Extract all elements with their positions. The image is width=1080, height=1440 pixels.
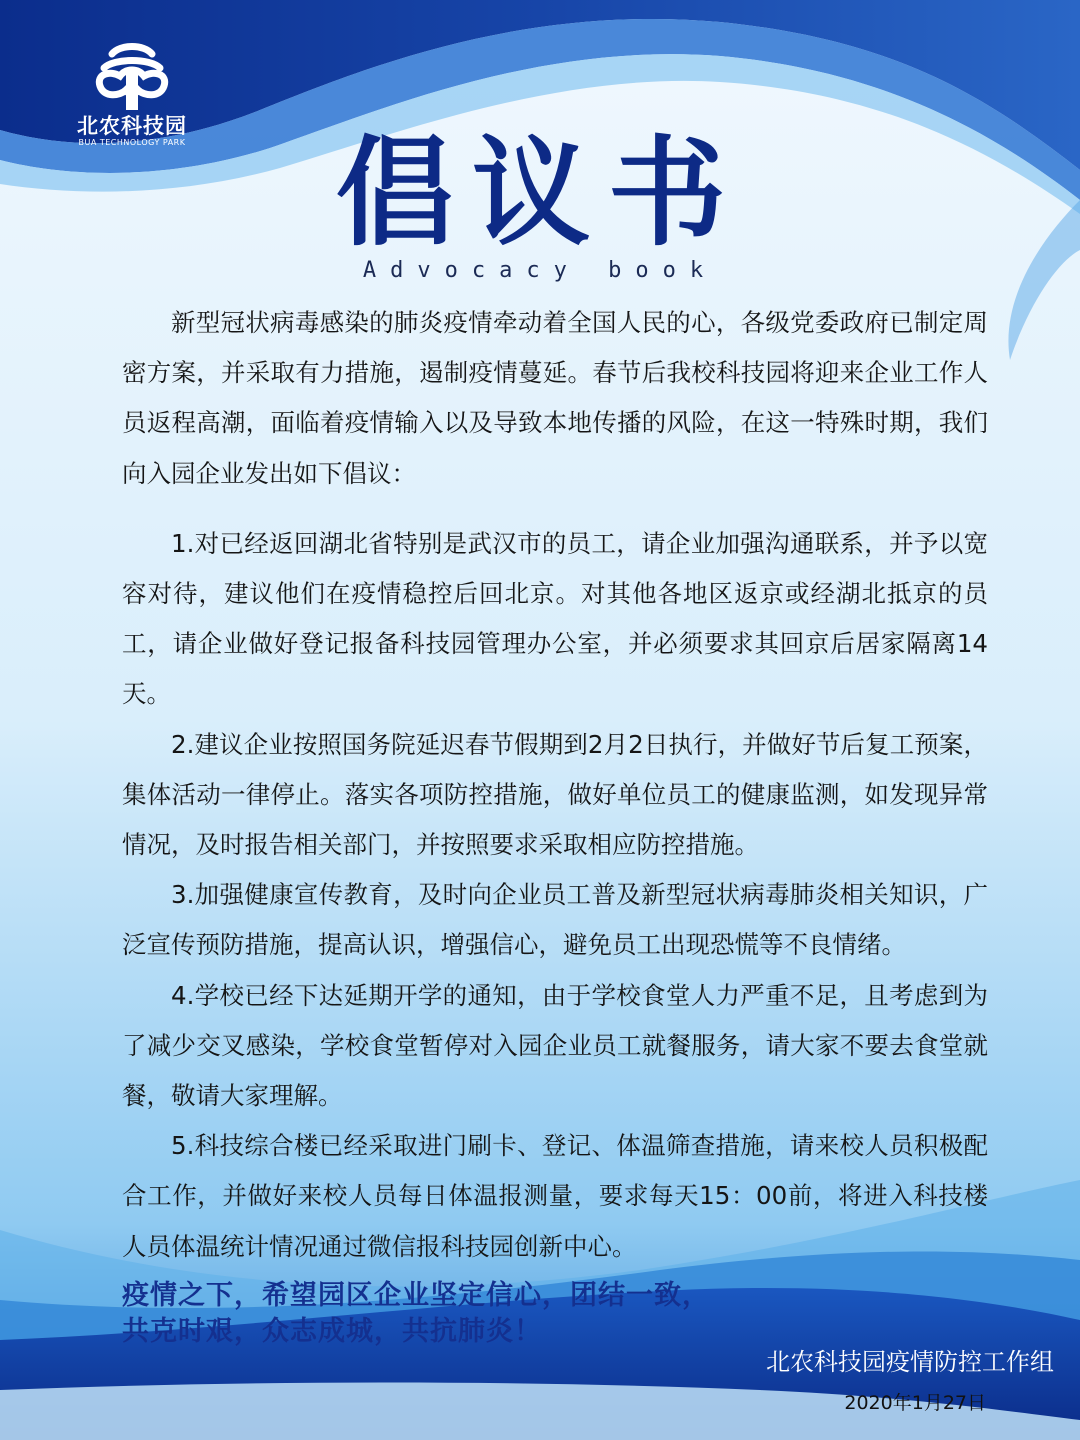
page-title: 倡议书 xyxy=(335,123,744,262)
proposal-item: 5.科技综合楼已经采取进门刷卡、登记、体温筛查措施，请来校人员积极配合工作，并做好来校人员每日体温报测量，要求每天15：00前，将进入科技楼人员体温统计情况通过微信报科技园创新中心。 xyxy=(122,1131,988,1261)
intro-paragraph: 新型冠状病毒感染的肺炎疫情牵动着全国人民的心，各级党委政府已制定周密方案，并采取有力措施，遏制疫情蔓延。春节后我校科技园将迎来企业工作人员返程高潮，面临着疫情输入以及导致本地传播的风险，在这一特殊时期，我们向入园企业发出如下倡议： xyxy=(122,308,988,488)
proposal-item: 2.建议企业按照国务院延迟春节假期到2月2日执行，并做好节后复工预案，集体活动一律停止。落实各项防控措施，做好单位员工的健康监测，如发现异常情况，及时报告相关部门，并按照要求采取相应防控措施。 xyxy=(122,729,988,860)
logo-name-en: BUA TECHNOLOGY PARK xyxy=(78,138,186,147)
slogan xyxy=(122,1278,882,1350)
page-subtitle: Advocacy book xyxy=(362,258,718,283)
date: 2020年1月27日 xyxy=(844,1392,986,1414)
document-body xyxy=(122,298,988,1272)
proposal-item: 1.对已经返回湖北省特别是武汉市的员工，请企业加强沟通联系，并予以宽容对待，建议他们在疫情稳控后回北京。对其他各地区返京或经湖北抵京的员工，请企业做好登记报备科技园管理办公室，并必须要求其回京后居家隔离14天。 xyxy=(122,528,988,709)
proposal-item: 4.学校已经下达延期开学的通知，由于学校食堂人力严重不足，且考虑到为了减少交叉感染，学校食堂暂停对入园企业员工就餐服务，请大家不要去食堂就餐，敬请大家理解。 xyxy=(122,980,988,1111)
proposal-item: 3.加强健康宣传教育，及时向企业员工普及新型冠状病毒肺炎相关知识，广泛宣传预防措施，提高认识，增强信心，避免员工出现恐慌等不良情绪。 xyxy=(122,880,988,960)
slogan-line: 共克时艰，众志成城，共抗肺炎！ xyxy=(122,1316,542,1347)
logo-name: 北农科技园 xyxy=(77,114,187,138)
tree-logo-icon xyxy=(90,40,174,112)
slogan-line: 疫情之下，希望园区企业坚定信心，团结一致， xyxy=(122,1280,710,1311)
signature: 北农科技园疫情防控工作组 xyxy=(766,1348,1054,1376)
